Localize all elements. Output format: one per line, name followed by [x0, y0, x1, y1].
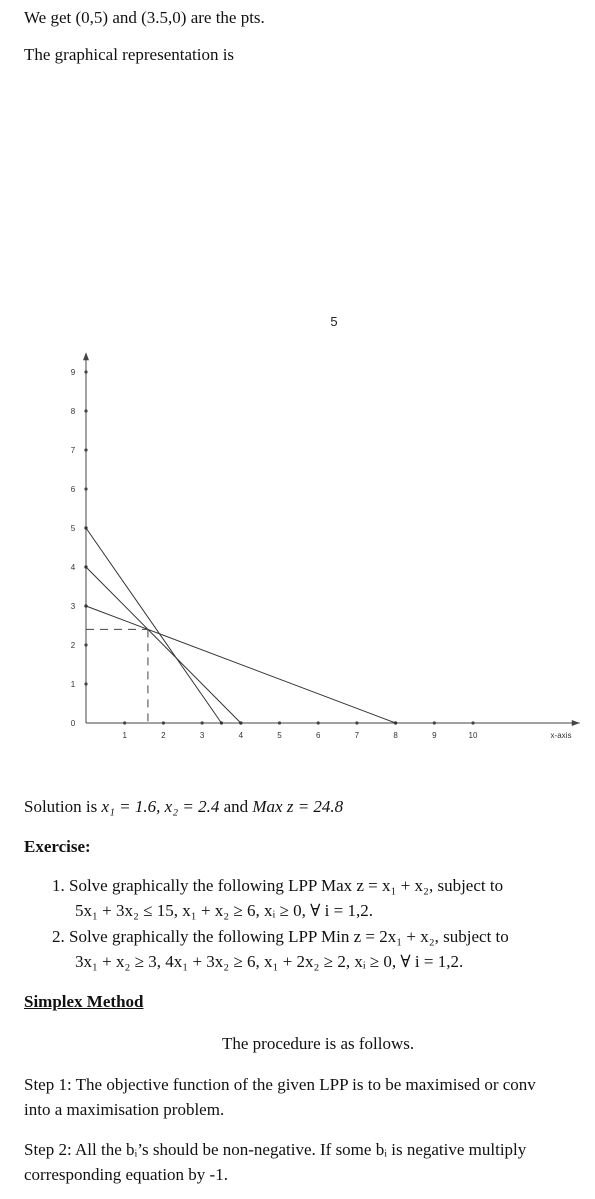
exercise-heading: Exercise:	[24, 837, 91, 856]
procedure-line: The procedure is as follows.	[222, 1034, 415, 1053]
step1-line1: Step 1: The objective function of the given LPP is to be maximised or conv	[24, 1075, 536, 1094]
lpp-graph	[0, 300, 595, 770]
step1-line2: into a maximisation problem.	[24, 1100, 225, 1119]
step2-line2: corresponding equation by -1.	[24, 1165, 228, 1184]
x-tick-dot	[317, 721, 320, 724]
solution-prefix: Solution is	[24, 797, 102, 816]
y-tick-dot	[84, 643, 87, 646]
x-tick-dot	[278, 721, 281, 724]
x-tick-dot	[433, 721, 436, 724]
constraint-point	[239, 721, 242, 724]
y-tick-label: 7	[70, 446, 76, 455]
y-tick-dot	[84, 448, 87, 451]
exercise-1-line2: 5x₁ + 3x₂ ≤ 15, x₁ + x₂ ≥ 6, xᵢ ≥ 0, ∀ i = 1,2.	[75, 901, 373, 920]
x-tick-label: 8	[393, 731, 398, 740]
y-tick-dot	[84, 682, 87, 685]
x-tick-label: 1	[122, 731, 127, 740]
constraint-line-3	[86, 606, 396, 723]
solution-line	[24, 797, 343, 817]
graph-caption: The graphical representation is	[24, 45, 235, 64]
y-tick-dot	[84, 409, 87, 412]
y-tick-label: 9	[70, 368, 76, 377]
y-tick-label: 0	[70, 719, 76, 728]
x-tick-label: 5	[277, 731, 282, 740]
x-axis-arrow	[572, 720, 580, 726]
simplex-heading: Simplex Method	[24, 992, 144, 1011]
y-tick-label: 1	[70, 680, 76, 689]
exercise-2-line2: 3x₁ + x₂ ≥ 3, 4x₁ + 3x₂ ≥ 6, x₁ + 2x₂ ≥ 2, xᵢ ≥ 0, ∀ i = 1,2.	[75, 952, 464, 971]
constraint-line-1	[86, 528, 221, 723]
step2-line1: Step 2: All the bᵢ’s should be non-negative. If some bᵢ is negative multiply	[24, 1140, 527, 1159]
x-tick-dot	[123, 721, 126, 724]
intro-line: We get (0,5) and (3.5,0) are the pts.	[24, 8, 265, 27]
constraint-point	[84, 565, 87, 568]
graph-marker: 5	[330, 314, 338, 329]
x-tick-label: 7	[354, 731, 360, 740]
x-tick-dot	[355, 721, 358, 724]
x-tick-label: 10	[468, 731, 478, 740]
y-tick-label: 3	[70, 602, 76, 611]
constraint-point	[220, 721, 223, 724]
constraint-point	[84, 526, 87, 529]
x-tick-label: 2	[161, 731, 166, 740]
constraint-line-2	[86, 567, 241, 723]
x-axis-label: x-axis	[550, 731, 572, 740]
y-tick-label: 8	[70, 407, 76, 416]
y-tick-dot	[84, 370, 87, 373]
x-tick-label: 9	[432, 731, 437, 740]
solution-x2: x₂ = 2.4	[164, 797, 220, 816]
solution-and: and	[219, 797, 253, 816]
solution-x1: x₁ = 1.6,	[101, 797, 161, 816]
y-tick-label: 2	[70, 641, 76, 650]
constraint-point	[394, 721, 397, 724]
y-tick-dot	[84, 487, 87, 490]
x-tick-dot	[471, 721, 474, 724]
x-tick-label: 3	[199, 731, 205, 740]
y-axis-arrow	[83, 352, 89, 360]
y-tick-label: 6	[70, 485, 76, 494]
exercise-1-line1: 1. Solve graphically the following LPP Max z = x₁ + x₂, subject to	[52, 876, 504, 895]
x-tick-dot	[201, 721, 204, 724]
x-tick-label: 4	[238, 731, 244, 740]
x-tick-label: 6	[315, 731, 321, 740]
y-tick-label: 5	[70, 524, 76, 533]
y-tick-label: 4	[70, 563, 76, 572]
solution-maxz: Max z = 24.8	[252, 797, 344, 816]
exercise-2-line1: 2. Solve graphically the following LPP Min z = 2x₁ + x₂, subject to	[52, 927, 509, 946]
constraint-point	[84, 604, 87, 607]
x-tick-dot	[162, 721, 165, 724]
